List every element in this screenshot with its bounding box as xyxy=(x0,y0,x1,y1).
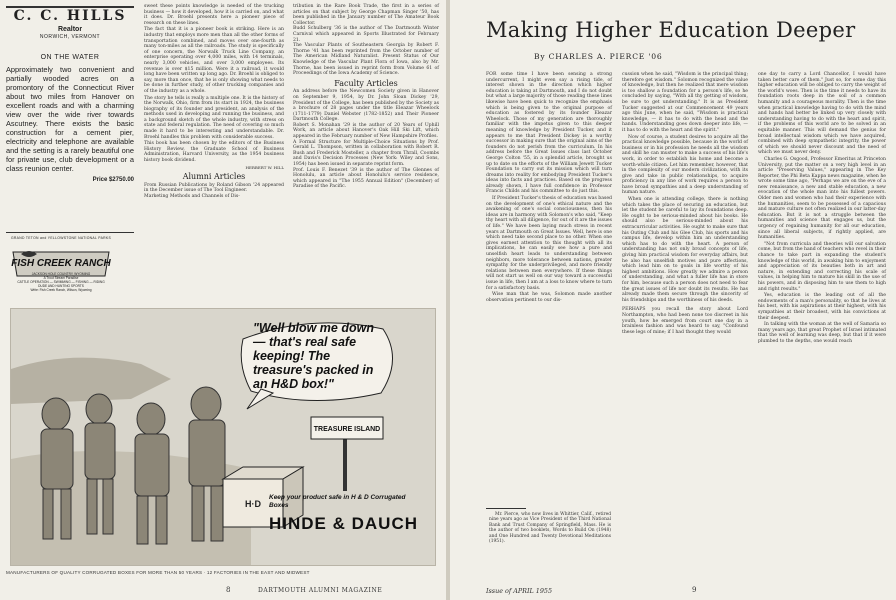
article-paragraph: If President Tucker's thesis of education was based on the development of one's ethical nature and the awakening of one's social consciousness, then his ideas are in harmony with Solomon's who said, "Keep thy heart with all diligence, for out of it are the issues of life." We have been laying much stress in recent years at Dartmouth on Great Issues. Well, here is one which need take second place to no other. When one gives earnest attention to this thought with all its implications, he can easily see how a pure and unselfish heart leads to understanding between neighbors, more tolerance between nations, greater sympathy for the underprivileged, and more friendly relations between men everywhere. If these things will not start us well on our way toward a successful issue in life, then I am at a loss to know where to turn for a satisfactory basis. xyxy=(486,196,612,291)
hills-headline: ON THE WATER xyxy=(40,54,100,61)
hinde-manufacturers-line: MANUFACTURERS OF QUALITY CORRUGATED BOXES FOR MORE THAN 50 YEARS · 12 FACTORIES IN THE EAST AND MIDWEST xyxy=(6,570,310,575)
faculty-articles-heading: Faculty Articles xyxy=(334,78,398,88)
right-column-1 xyxy=(486,72,612,304)
left-column-1 xyxy=(144,4,284,201)
article-byline: By CHARLES A. PIERCE '06 xyxy=(534,52,663,61)
article-paragraph: When one is attending college, there is nothing which takes the place of securing an education, but let the student be careful to lay its foundations deep. He ought to be serious-minded about his books. He should also be serious-minded about his extracurricular activities. He ought to make sure that his Outing Club and his Glee Club, his sports and his campus life, develop within him an understanding which has to do with the heart. A person of understanding has not only broad concepts of life, giving him practical wisdom for everyday affairs, but he also has unselfish motives and pure affections, which lead him on to goals in life worthy of his highest ambitions. How greatly we admire a person of understanding, and what a fuller life has in store for him, because such a person does not need to fear the great issues of life nor doubt its results. He has already made them secure through the sincerity of his friendships and the worthiness of his deeds. xyxy=(622,197,748,303)
hills-title: Realtor xyxy=(57,26,83,33)
fish-name: FISH CREEK RANCH xyxy=(11,258,111,269)
article-paragraph: FOR some time I have been sensing a strong undercurrent, I might even say a rising tide, of interest shown in the direction which higher education is taking at Dartmouth, and I do not doubt but what a large majority of those reading these lines likewise have been quick to recognize the emphasis which is being given to the original purpose of education as fostered by its founder Eleazar Wheelock. Those of my generation are thoroughly familiar with the impetus given to this deeper meaning of knowledge by President Tucker, and it appears to me that President Dickey is a worthy successor in making sure that the original aims of the founders do not perish from the curriculum. In his address before the Great Issues class last October George Colton '55, in a splendid article, brought us up to date on the efforts of the William Jewett Tucker Foundation to carry out its mission which will turn dreams into reality for embodying President Tucker's ideas into facts and practices. Based on the progress already shown, I have full confidence in Professor Francis Childs and his committee to do just this. xyxy=(486,72,612,195)
hills-price: Price $2750.00 xyxy=(92,177,134,183)
alumni-articles-text: From Russian Publications by Roland Gibson '24 appeared in the December issue of The Tool Engineer. Marketing Methods and Channels of Dis- xyxy=(144,182,284,199)
col1-paragraph: The fact that it is a pioneer book is striking. Here is an industry that employs more men than all the other forms of transportation combined, and moves over one-fourth as many ton-miles as all the railroads. The study is specifically of one concern, the Norwalk Truck Line Company, an enterprise operating over 4,000 miles, with 14 terminals, nearly 3,000 vehicles, and over 3,000 employees. Its revenue is over $15 million. Were it a railroad, it would long have been written up long ago. Dr. Broehl is obliged to say, more than once, that he is only showing what needs to be done in further study, of other trucking companies and of the industry as a whole. xyxy=(144,27,284,94)
article-title: Making Higher Education Deeper xyxy=(486,18,856,42)
left-page-number: 8 xyxy=(226,586,231,594)
hinde-speech: "Well blow me down— that's real safe keeping! The treasure's packed in an H&D box!" xyxy=(253,321,374,391)
faculty-articles-text: An address before the Newcomen Society given in Hanover on September 9, 1954, by Dr. John Sloan Dickey '29, President of the College, has been published by the Society as a brochure of 28 pages under the title Eleazar Wheelock (1711-1779) Daniel Webster (1782-1852) and Their Pioneer Dartmouth College. Robert S. Monahan '29 is the author of 20 Years of Uphill Work, an article about Hanover's Oak Hill Ski Lift, which appeared in the February number of New Hampshire Profiles. A Formal Structure for Multiple-Choice Situations by Prof. Gerald L. Thompson, written in collaboration with Robert R. Bush and Frederick Mosteller, a chapter from Thrall, Coombs and Davis's Decision Processes (New York: Wiley and Sons, 1954) has been issued in separate reprint form. Prof. Louis F. Benezet '39 is the author of The Glennes of Honolulu, an article about Honolulu's service residence, which appeared in "The 1955 Annual Edition" (December) of Paradise of the Pacific. xyxy=(293,89,439,190)
right-page-number: 9 xyxy=(692,586,697,594)
left-column-2 xyxy=(293,4,439,191)
hills-logo: C. C. HILLS xyxy=(13,8,127,24)
fish-caption: GRAND TETON and YELLOWSTONE NATIONAL PARKS xyxy=(10,236,112,240)
right-column-3 xyxy=(758,72,886,346)
col2-top-text: tribution in the Rare Book Trade, the first in a series of articles on that subject by George Chapman Singer '50, has been published in the January number of The Amateur Book Collector. Budd Schulberg '36 is the author of The Dartmouth Winter Carnival which appeared in Sports Illustrated for February 21. The Vascular Plants of Southeastern Georgia by Robert F. Thorne '41 has been reprinted from the October number of The American Midland Naturalist. Present Status of Our Knowledge of the Vascular Plant Flora of Iowa, also by Mr. Thorne, has been issued in reprint form from Volume 61 of Proceedings of the Iowa Academy of Science. xyxy=(293,4,439,77)
fish-sub: JACKSON HOLE COUNTRY, WYOMING xyxy=(31,272,91,276)
fish-contact: Write: Fish Creek Ranch, Wilson, Wyoming xyxy=(30,288,92,292)
hinde-dauch-ad xyxy=(10,308,436,566)
svg-text:H·D: H·D xyxy=(245,499,261,509)
article-paragraph: cussion when he said, "Wisdom is the principal thing; therefore get wisdom." Solomon recognized the value of knowledge, but then he realized that mere wisdom is too shallow a foundation for a person's life, so he concluded by saying, "With all thy getting of wisdom, be sure to get understanding." It is as President Tucker suggested at our Commencement 49 years ago this June, when he said, "Wisdom is practical knowledge, — it has to do with the head and the hands. Understanding goes down deeper into life, — it has to do with the heart and the spirit." xyxy=(622,72,748,133)
col1-paragraph: sweet these points knowledge is needed of the trucking business — how it developed, how it is carried on, and what it does. Dr. Broehl presents here a pioneer piece of research on these lines. xyxy=(144,4,284,26)
article-paragraph: PERHAPS you recall the story about Lord Northampton, who had been none too discreet in his youth, how he emerged from court one day in a brainless fashion and was heard to say, "Confound these legs of mine; if I had thought they would xyxy=(622,307,748,335)
footnote-rule xyxy=(486,508,526,509)
fish-activities2: DUDE AND HUNTING SPORTS xyxy=(38,284,84,288)
hills-bottom-rule xyxy=(6,232,134,233)
col1-paragraph: This book has been chosen by the editors of the Business History Review, the Graduate School of Business Administration, Harvard University, as the 1954 business history book dividend. xyxy=(144,141,284,164)
review-signature: HERBERT W. HILL xyxy=(245,164,284,170)
hinde-brand: HINDE & DAUCH xyxy=(269,514,418,533)
article-paragraph: In talking with the woman at the well of Samaria so many years ago, that great Prophet of Israel intimated that the well of learning was deep, but that if it were plumbed to the depths, one would reach xyxy=(758,322,886,344)
magazine-name: DARTMOUTH ALUMNI MAGAZINE xyxy=(258,587,383,594)
author-footnote: Mr. Pierce, who now lives in Whittier, Calif., retired nine years ago as Vice President of the Third National Bank and Trust Company of Springfield, Mass. He is the author of two booklets, Words to Build On (1948) and One Hundred and Twenty Devotional Meditations (1951). xyxy=(489,512,611,545)
article-paragraph: Yes, education is the leading out of all the endowments of a man's personality, so that he lives at his best, with his aspirations at their highest, with his sympathies at their broadest, with his convictions at their deepest. xyxy=(758,293,886,321)
hills-body: Approximately two convenient and partially wooded acres on a promontory of the Connecticut River about two miles from Hanover on excellent roads and with a charming view over the wide river towards Ascutney. There exists the basic construction for a cement pier, electricity and telephone are available and the setting is a rarely beautiful one for private use, club development or a class reunion center. xyxy=(6,65,134,173)
right-page xyxy=(450,0,896,600)
fish-sub2: A Trout Stream Paradise xyxy=(43,276,79,280)
hills-location: NORWICH, VERMONT xyxy=(39,34,101,40)
left-page xyxy=(0,0,446,600)
fish-activities: CATTLE OPERATION — SWIMMING — FISHING — RIDING xyxy=(17,280,105,284)
article-paragraph: Wise man that he was, Solomon made another observation pertinent to our dis- xyxy=(486,292,612,303)
article-paragraph: Charles G. Osgood, Professor Emeritus at Princeton University, put the matter on a very high level in an article "Preserving Values," appearing in The Key Reporter, the Phi Beta Kappa news magazine, when he wrote some time ago, "Perhaps we are on the eve of a new renaissance, a new and stable education, a new evocation of the whole man into his fullest powers. Older men and women who had their experience with the humanities, seem to be possessed of a capacious and mature culture not often realized in our latter-day education. But it is not a struggle between the humanities and science that engages us, but the urgency of regaining humanity for all our education, since all liberal subjects, if rightly applied, are humanities. xyxy=(758,156,887,241)
article-paragraph: "Not from curricula and theories will our salvation come, but from the hand of teachers who revel in their chance to take part in expanding the student's knowledge of this world, in awaking him to enjoyment and appreciation of its beauties both in art and nature, in extending and correcting his scale of values, in helping him to mature his skill in the use of his powers, and in disposing him to use them to high and right results." xyxy=(758,241,886,292)
issue-date: Issue of APRIL 1955 xyxy=(486,587,553,595)
right-column-2 xyxy=(622,72,748,336)
fish-creek-ranch-ad xyxy=(6,236,116,292)
hinde-tagline: Keep your product safe in H & D Corrugated Boxes xyxy=(269,494,406,509)
article-paragraph: Now of course, a student desires to acquire all the practical knowledge possible, because in the world of business or in his profession he needs all the wisdom and skill he can muster to make a success of his life's work, in order to establish his home and become a worth-while citizen. Let him remember, however, that in the complexity of our modern civilization, with its give and take in public relationships, to acquire proficiency in any line of work requires a person to have broad sympathies and a deep understanding of human nature. xyxy=(622,134,748,196)
col1-paragraph: The story he tells is really a multiple one. It is the history of the Norwalk, Ohio, firm from its start in 1924, the business biography of its founder and president, an analysis of the methods used in developing and running the business, and a background sketch of the whole industry, with stress on state and federal regulation. The need of covering so much made it hard to be interesting and understandable. Dr. Broehl handles this problem with considerable success. xyxy=(144,95,284,140)
alumni-articles-heading: Alumni Articles xyxy=(182,172,246,182)
hills-top-rule xyxy=(6,6,134,8)
article-paragraph: one day to carry a Lord Chancellor, I would have taken better care of them." Just so, for some day this higher education will be obliged to carry the weight of the world's woes. Then is the time it needs to have its foundation roots deep in the soil of a common humanity and a courageous morality. Then is the time when practical knowledge having to do with the mind and hands had better be linked up very closely with understanding having to do with the heart and spirit, if the problems of this world are to be solved in an equitable manner. This will demand the genius for broad intellectual wisdom which we have acquired, combined with deep sympathetic integrity, the power of which we should never discount and the need of which we must never deny. xyxy=(758,72,886,156)
svg-text:TREASURE ISLAND: TREASURE ISLAND xyxy=(313,426,381,433)
